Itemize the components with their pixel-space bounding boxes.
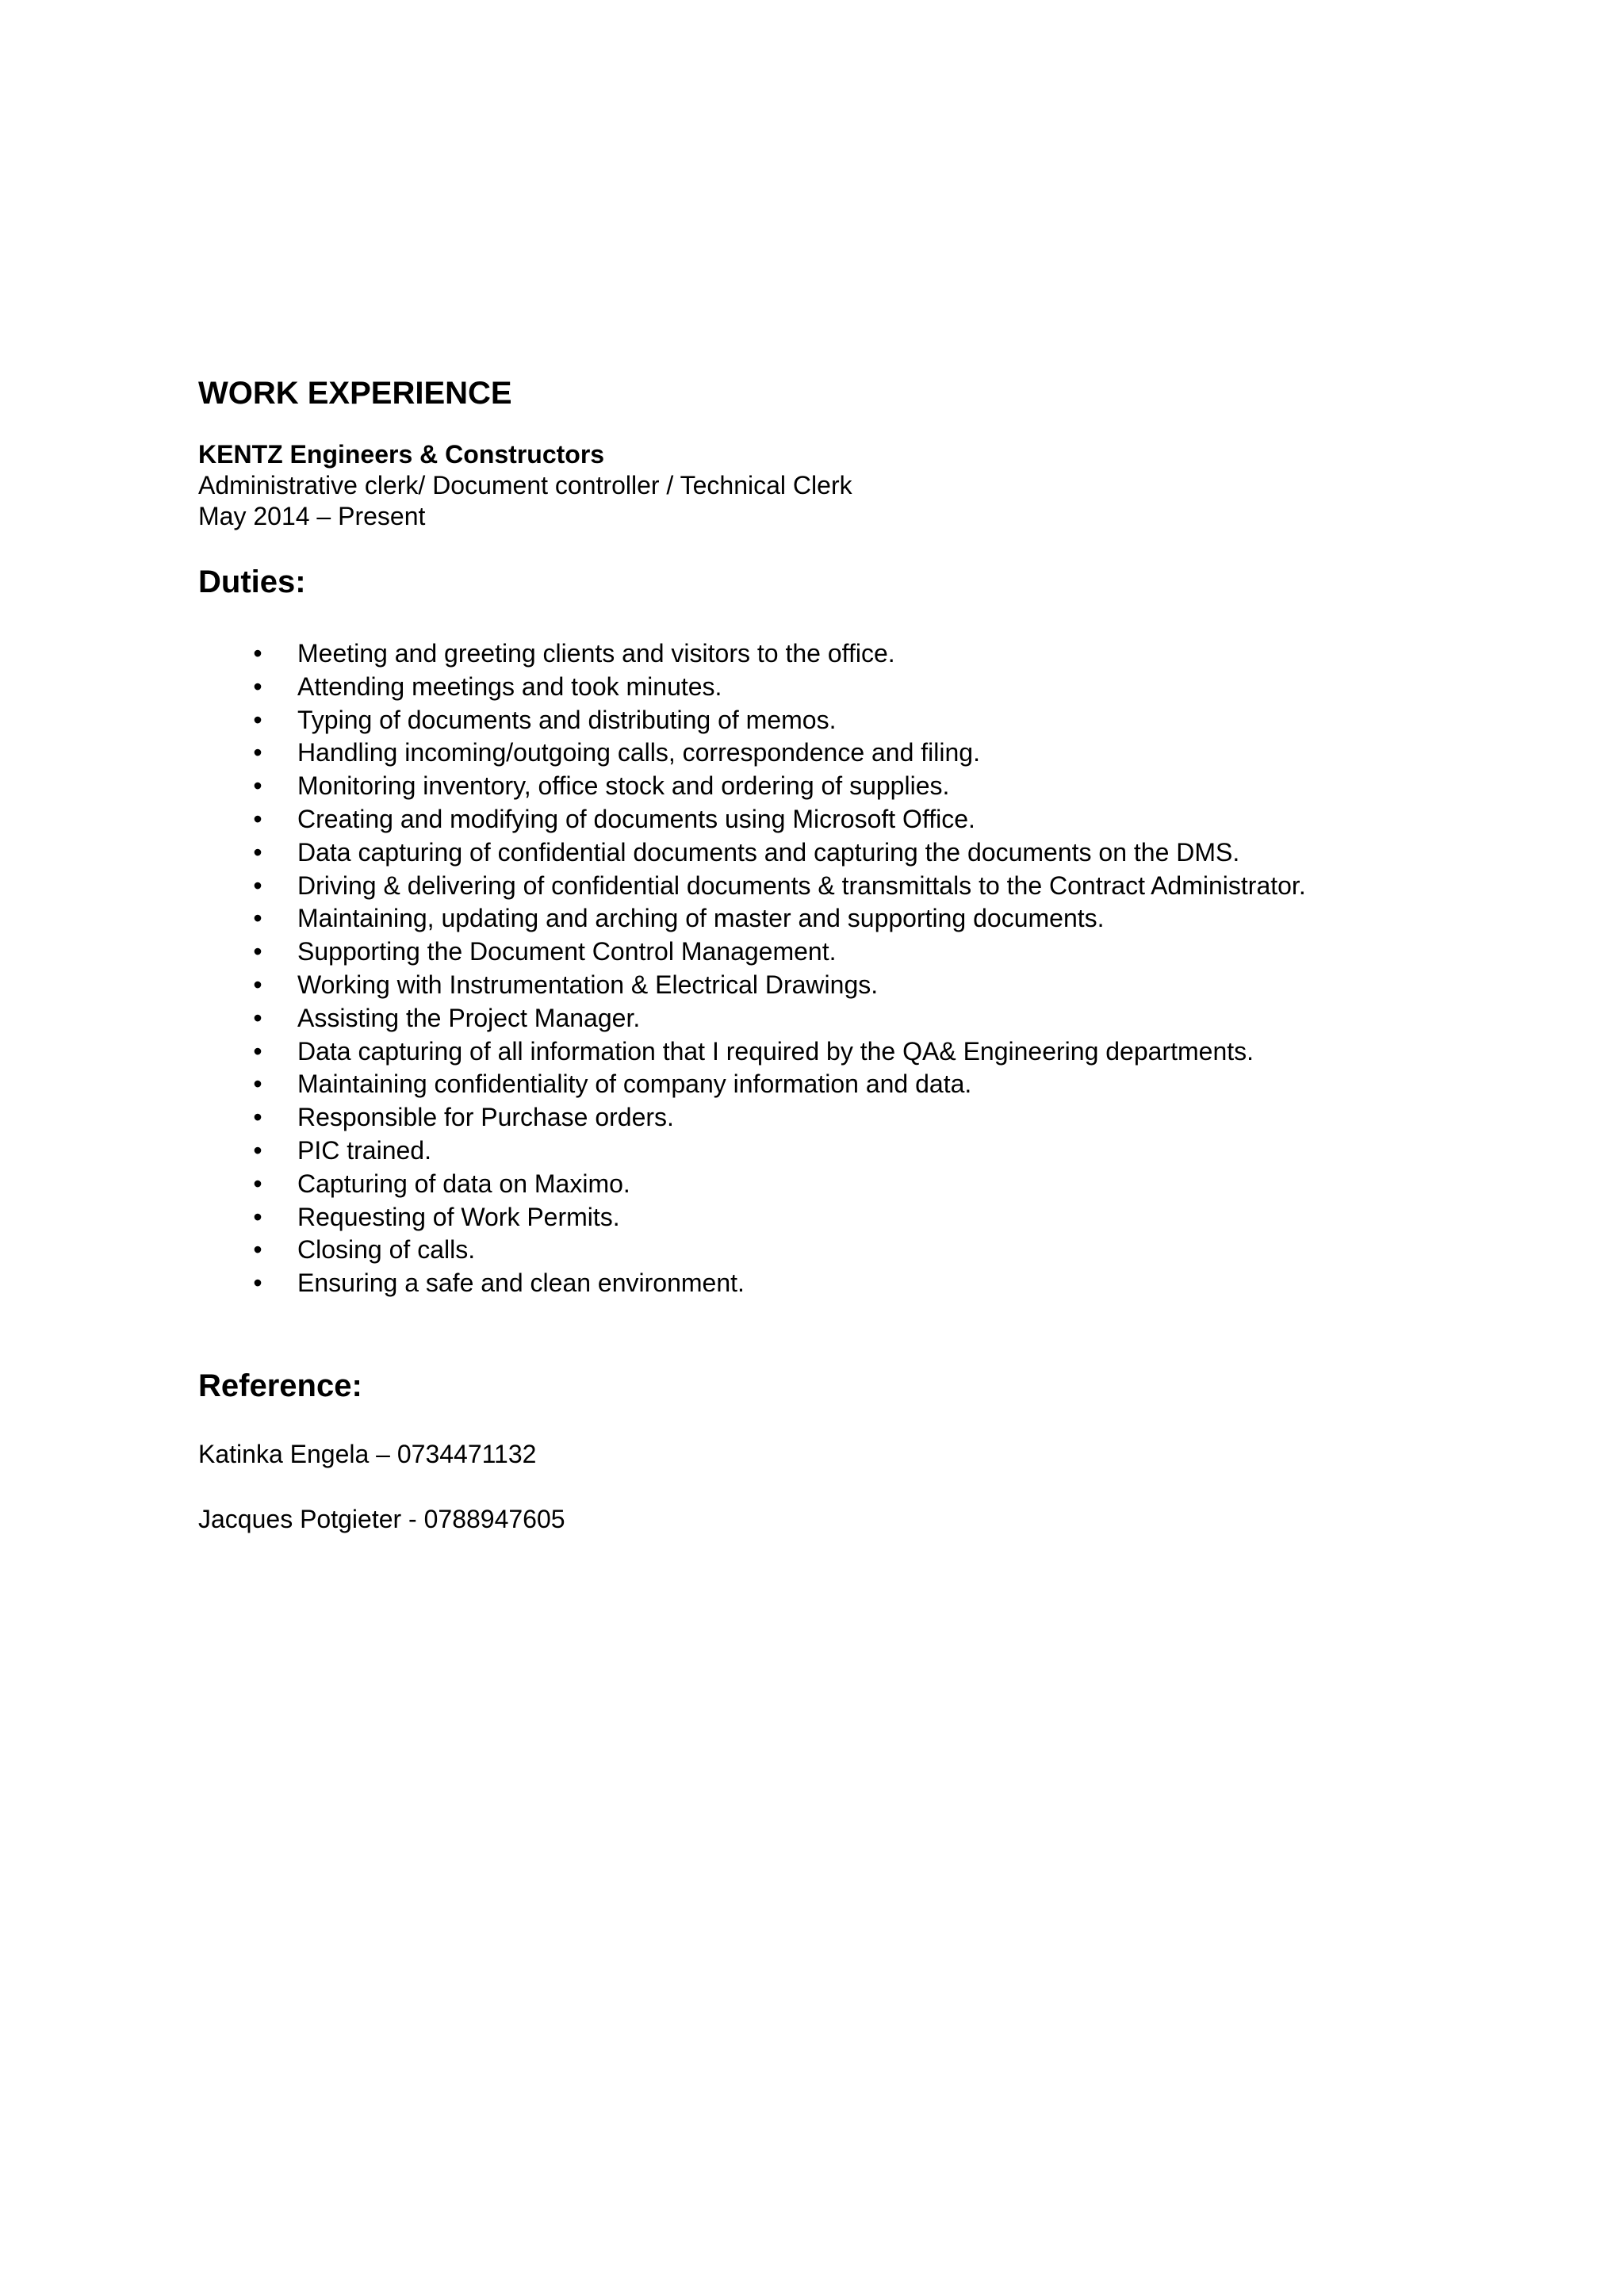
bullet-icon: • xyxy=(253,705,262,734)
bullet-icon: • xyxy=(253,1235,262,1265)
duty-text: Ensuring a safe and clean environment. xyxy=(297,1269,745,1298)
duty-text: Monitoring inventory, office stock and ordering of supplies. xyxy=(297,771,950,801)
duty-text: Supporting the Document Control Management. xyxy=(297,937,837,966)
duty-item xyxy=(198,637,1467,671)
duty-text: Data capturing of confidential documents and capturing the documents on the DMS. xyxy=(297,837,1240,867)
duty-item xyxy=(198,1168,1467,1201)
bullet-icon: • xyxy=(253,1269,262,1298)
duty-item xyxy=(198,770,1467,803)
duty-text: Driving & delivering of confidential documents & transmittals to the Contract Administrator. xyxy=(297,871,1306,900)
duty-item xyxy=(198,1035,1467,1069)
page-content xyxy=(198,371,1467,1535)
duties-heading: Duties: xyxy=(198,564,306,599)
duty-item xyxy=(198,803,1467,836)
duty-item xyxy=(198,704,1467,737)
bullet-icon: • xyxy=(253,837,262,867)
duty-text: Requesting of Work Permits. xyxy=(297,1202,620,1231)
duty-text: Creating and modifying of documents using Microsoft Office. xyxy=(297,804,975,833)
duty-text: Attending meetings and took minutes. xyxy=(297,672,722,701)
duty-text: Assisting the Project Manager. xyxy=(297,1003,641,1032)
duty-item xyxy=(198,969,1467,1002)
bullet-icon: • xyxy=(253,1169,262,1198)
duty-item xyxy=(198,870,1467,903)
duty-text: Capturing of data on Maximo. xyxy=(297,1169,630,1198)
duty-item xyxy=(198,1002,1467,1035)
duty-item xyxy=(198,836,1467,870)
duty-text: PIC trained. xyxy=(297,1135,431,1165)
duty-text: Meeting and greeting clients and visitors to the office. xyxy=(297,639,895,668)
reference-entry: Jacques Potgieter - 0788947605 xyxy=(198,1504,565,1533)
duty-item xyxy=(198,1267,1467,1300)
duty-item xyxy=(198,1201,1467,1234)
reference-entry: Katinka Engela – 0734471132 xyxy=(198,1439,537,1468)
duty-item xyxy=(198,671,1467,704)
employer-block xyxy=(198,439,1467,532)
bullet-icon: • xyxy=(253,771,262,801)
job-position: Administrative clerk/ Document controller / Technical Clerk xyxy=(198,471,852,499)
bullet-icon: • xyxy=(253,1003,262,1032)
duty-item xyxy=(198,936,1467,969)
duty-item xyxy=(198,737,1467,770)
duty-item xyxy=(198,1234,1467,1267)
bullet-icon: • xyxy=(253,871,262,900)
company-name: KENTZ Engineers & Constructors xyxy=(198,440,605,469)
duty-item xyxy=(198,902,1467,936)
duty-item xyxy=(198,1101,1467,1135)
duty-item xyxy=(198,1068,1467,1101)
bullet-icon: • xyxy=(253,639,262,668)
duty-text: Working with Instrumentation & Electrical Drawings. xyxy=(297,970,879,999)
bullet-icon: • xyxy=(253,1202,262,1231)
duty-text: Handling incoming/outgoing calls, correspondence and filing. xyxy=(297,738,980,767)
bullet-icon: • xyxy=(253,804,262,833)
bullet-icon: • xyxy=(253,904,262,933)
bullet-icon: • xyxy=(253,1070,262,1099)
employment-period: May 2014 – Present xyxy=(198,502,426,530)
work-experience-heading: WORK EXPERIENCE xyxy=(198,376,512,411)
duty-text: Data capturing of all information that I required by the QA& Engineering departments. xyxy=(297,1036,1254,1066)
reference-heading: Reference: xyxy=(198,1368,362,1403)
duty-text: Typing of documents and distributing of memos. xyxy=(297,705,837,734)
bullet-icon: • xyxy=(253,1103,262,1132)
duties-list xyxy=(198,637,1467,1300)
bullet-icon: • xyxy=(253,1036,262,1066)
duty-text: Maintaining confidentiality of company information and data. xyxy=(297,1070,972,1099)
bullet-icon: • xyxy=(253,738,262,767)
duty-text: Maintaining, updating and arching of master and supporting documents. xyxy=(297,904,1105,933)
duty-item xyxy=(198,1135,1467,1168)
bullet-icon: • xyxy=(253,970,262,999)
bullet-icon: • xyxy=(253,937,262,966)
duty-text: Responsible for Purchase orders. xyxy=(297,1103,674,1132)
duty-text: Closing of calls. xyxy=(297,1235,476,1265)
bullet-icon: • xyxy=(253,1135,262,1165)
bullet-icon: • xyxy=(253,672,262,701)
